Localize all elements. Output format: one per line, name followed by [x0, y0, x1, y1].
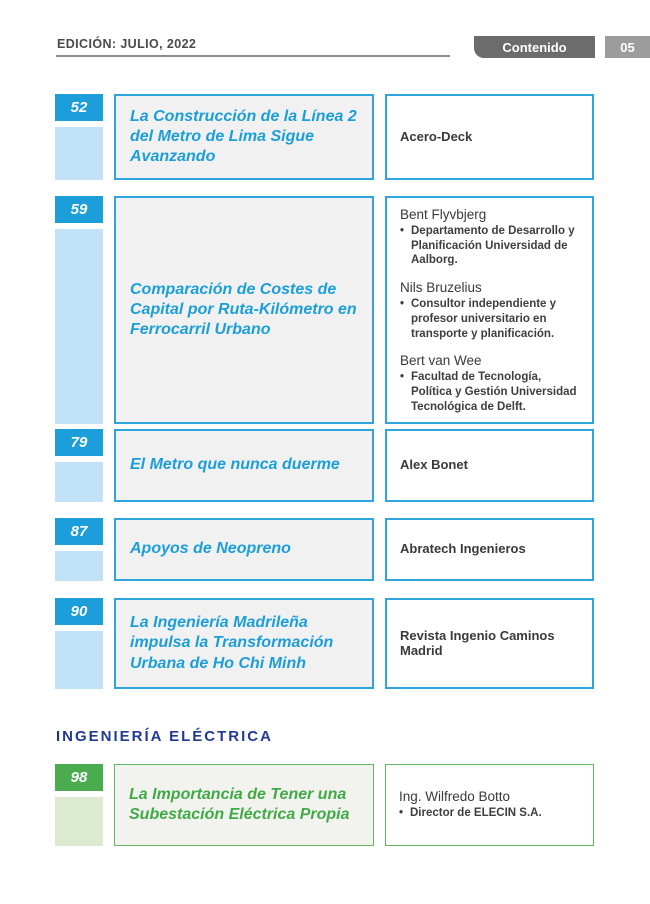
entry-title: Comparación de Costes de Capital por Ruta-Kilómetro en Ferrocarril Urbano — [130, 281, 357, 339]
toc-entry-87 — [55, 518, 594, 581]
author-detail — [400, 224, 584, 268]
author-name: Nils Bruzelius — [400, 280, 482, 296]
entry-number-column — [55, 94, 103, 180]
toc-entry-52 — [55, 94, 594, 180]
entry-title-box — [114, 429, 374, 502]
author-group — [400, 207, 584, 268]
entry-title: La Ingeniería Madrileña impulsa la Transformación Urbana de Ho Chi Minh — [130, 614, 334, 672]
entry-title: El Metro que nunca duerme — [130, 456, 340, 474]
author-detail — [400, 370, 584, 414]
contenido-badge: Contenido — [474, 36, 595, 58]
entry-number-column — [55, 429, 103, 502]
author-detail-text: Departamento de Desarrollo y Planificación Universidad de Aalborg. — [411, 225, 575, 267]
toc-entry-59 — [55, 196, 594, 414]
author-detail-text: Consultor independiente y profesor universitario en transporte y planificación. — [411, 298, 557, 340]
bullet-icon: • — [400, 371, 405, 384]
entry-accent-bar — [55, 462, 103, 502]
entry-number-column — [55, 764, 103, 846]
entry-author: Acero-Deck — [400, 128, 473, 144]
page-number-badge: 05 — [605, 36, 650, 58]
bullet-icon: • — [399, 807, 404, 820]
bullet-icon: • — [400, 225, 405, 237]
entry-page-number: 59 — [55, 196, 103, 223]
entry-title: La Importancia de Tener una Subestación Eléctrica Propia — [129, 785, 350, 823]
author-detail — [400, 297, 584, 341]
toc-entry-79 — [55, 429, 594, 502]
edition-label: EDICIÓN: JULIO, 2022 — [57, 37, 197, 51]
author-group — [400, 353, 584, 414]
entry-accent-bar — [55, 631, 103, 689]
entry-accent-bar — [55, 127, 103, 180]
entry-author-box — [385, 429, 594, 502]
entry-author-box — [385, 196, 594, 424]
entry-author-box — [385, 598, 594, 689]
author-name: Bent Flyvbjerg — [400, 207, 487, 222]
bullet-icon: • — [400, 298, 405, 311]
entry-number-column — [55, 196, 103, 424]
entry-author-box — [385, 518, 594, 581]
author-detail-text: Director de ELECIN S.A. — [410, 807, 542, 820]
author-detail — [399, 806, 585, 821]
entry-accent-bar — [55, 551, 103, 581]
entry-author: Abratech Ingenieros — [400, 541, 526, 556]
entry-page-number: 79 — [55, 429, 103, 456]
entry-title: Apoyos de Neopreno — [130, 540, 291, 558]
entry-number-column — [55, 518, 103, 581]
toc-entry-98 — [55, 764, 594, 846]
header-rule — [56, 55, 450, 57]
entry-title-box — [114, 518, 374, 581]
entry-accent-bar — [55, 229, 103, 424]
author-group — [399, 789, 585, 821]
entry-page-number: 98 — [55, 764, 103, 791]
toc-list — [55, 94, 594, 846]
entry-author-box — [385, 764, 594, 846]
entry-page-number: 90 — [55, 598, 103, 625]
entry-number-column — [55, 598, 103, 689]
entry-accent-bar — [55, 797, 103, 846]
entry-title-box — [114, 598, 374, 689]
entry-title-box — [114, 94, 374, 180]
author-name: Ing. Wilfredo Botto — [399, 789, 511, 805]
entry-author: Alex Bonet — [400, 457, 468, 472]
author-group — [400, 280, 584, 341]
entry-author: Revista Ingenio Caminos Madrid — [400, 627, 555, 658]
entry-page-number: 87 — [55, 518, 103, 545]
toc-entry-90 — [55, 598, 594, 689]
entry-title-box — [114, 764, 374, 846]
section-heading-ingenieria-electrica: INGENIERÍA ELÉCTRICA — [56, 728, 273, 745]
entry-title: La Construcción de la Línea 2 del Metro de Lima Sigue Avanzando — [130, 107, 357, 166]
entry-title-box — [114, 196, 374, 424]
author-detail-text: Facultad de Tecnología, Política y Gestión Universidad Tecnológica de Delft. — [411, 371, 577, 413]
entry-page-number: 52 — [55, 94, 103, 121]
entry-author-box — [385, 94, 594, 180]
author-name: Bert van Wee — [400, 353, 482, 369]
